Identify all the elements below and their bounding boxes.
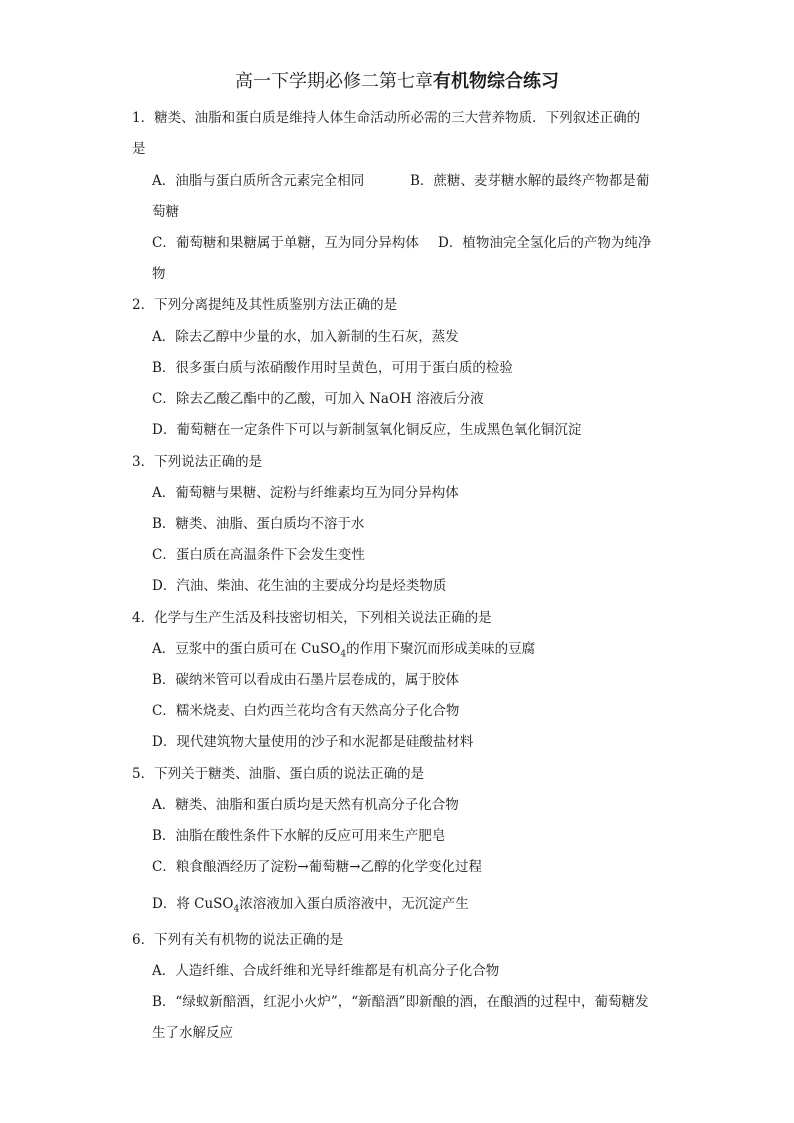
q2-option-d: D．葡萄糖在一定条件下可以与新制氢氧化铜反应，生成黑色氧化铜沉淀 [152,422,582,438]
q6-option-b: B．“绿蚁新醅酒，红泥小火炉”，“新醅酒”即新酿的酒，在酿酒的过程中，葡萄糖发 [152,994,649,1010]
q4-option-a [152,640,535,664]
q3-option-c: C．蛋白质在高温条件下会发生变性 [152,547,365,563]
q2-stem: 2．下列分离提纯及其性质鉴别方法正确的是 [132,297,398,313]
title-part2: 有机物综合练习 [433,71,559,92]
q1-option-d-cont: 物 [152,266,166,282]
q6-stem: 6．下列有关有机物的说法正确的是 [132,932,344,948]
q3-option-b: B．糖类、油脂、蛋白质均不溶于水 [152,516,365,532]
q1-option-c: C．葡萄糖和果糖属于单糖，互为同分异构体 [152,235,419,251]
q2-option-c: C．除去乙酸乙酯中的乙酸，可加入 NaOH 溶液后分液 [152,391,484,407]
q6-option-a: A．人造纤维、合成纤维和光导纤维都是有机高分子化合物 [152,963,500,979]
q5-stem: 5．下列关于糖类、油脂、蛋白质的说法正确的是 [132,766,425,782]
q5-option-d-subscript: 4 [233,904,240,915]
q3-option-a: A．葡萄糖与果糖、淀粉与纤维素均互为同分异构体 [152,485,459,501]
q5-option-d [152,895,469,919]
q4-option-b: B．碳纳米管可以看成由石墨片层卷成的，属于胶体 [152,672,459,688]
q4-option-a-text: A．豆浆中的蛋白质可在 CuSO [152,641,341,657]
q3-option-d: D．汽油、柴油、花生油的主要成分均是烃类物质 [152,578,447,594]
q5-option-d-text-rest: 浓溶液加入蛋白质溶液中，无沉淀产生 [239,896,469,912]
q1-option-b-cont: 萄糖 [152,204,179,220]
q4-option-a-text-rest: 的作用下聚沉而形成美味的豆腐 [346,641,536,657]
q4-stem: 4．化学与生产生活及科技密切相关，下列相关说法正确的是 [132,610,492,626]
q5-option-c: C．粮食酿酒经历了淀粉→葡萄糖→乙醇的化学变化过程 [152,859,482,875]
q5-option-a: A．糖类、油脂和蛋白质均是天然有机高分子化合物 [152,797,459,813]
q5-option-d-text: D．将 CuSO [152,896,234,912]
title-part1: 高一下学期必修二第七章 [235,71,433,92]
q4-option-c: C．糯米烧麦、白灼西兰花均含有天然高分子化合物 [152,703,460,719]
page-title [0,70,794,94]
q1-stem: 1．糖类、油脂和蛋白质是维持人体生命活动所必需的三大营养物质．下列叙述正确的 [132,110,641,126]
q1-option-b: B．蔗糖、麦芽糖水解的最终产物都是葡 [410,173,650,189]
q2-option-a: A．除去乙醇中少量的水，加入新制的生石灰，蒸发 [152,329,459,345]
q6-option-b-cont: 生了水解反应 [152,1025,233,1041]
q4-option-a-subscript: 4 [340,649,347,660]
q1-option-a: A．油脂与蛋白质所含元素完全相同 [152,173,365,189]
q1-option-d: D．植物油完全氢化后的产物为纯净 [438,235,652,251]
q4-option-d: D．现代建筑物大量使用的沙子和水泥都是硅酸盐材料 [152,734,474,750]
q2-option-b: B．很多蛋白质与浓硝酸作用时呈黄色，可用于蛋白质的检验 [152,360,513,376]
q1-stem-cont: 是 [132,141,146,157]
q5-option-b: B．油脂在酸性条件下水解的反应可用来生产肥皂 [152,828,446,844]
q3-stem: 3．下列说法正确的是 [132,454,263,470]
